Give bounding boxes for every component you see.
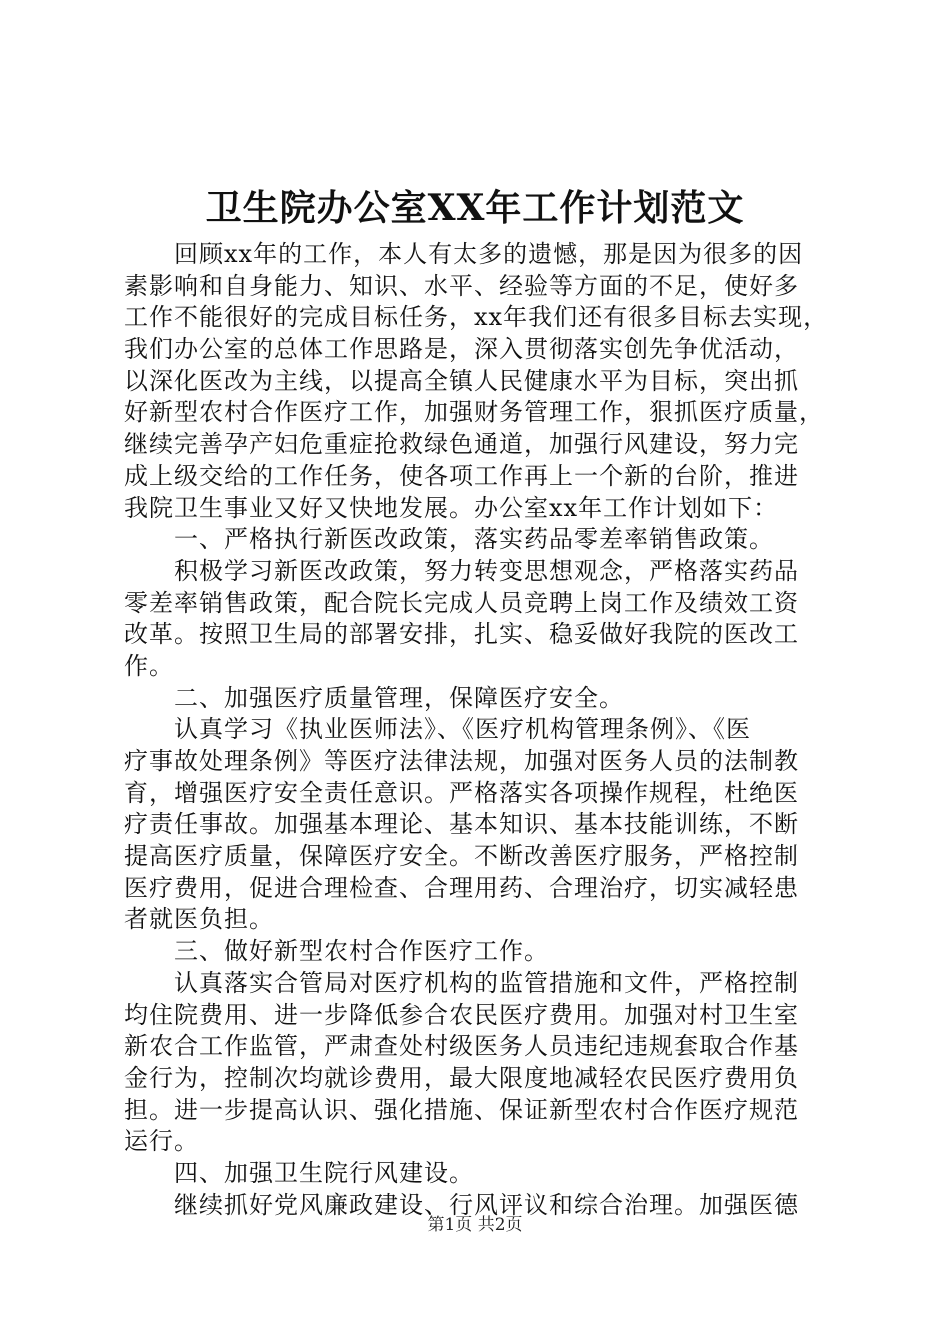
text-line: 零差率销售政策，配合院长完成人员竞聘上岗工作及绩效工资 — [124, 588, 799, 617]
text-line: 回顾xx年的工作，本人有太多的遗憾，那是因为很多的因 — [124, 240, 804, 268]
text-line: 我院卫生事业又好又快地发展。办公室xx年工作计划如下： — [124, 493, 779, 522]
text-line: 作。 — [124, 651, 174, 680]
text-line: 三、做好新型农村合作医疗工作。 — [124, 937, 549, 966]
text-line: 疗事故处理条例》等医疗法律法规，加强对医务人员的法制教 — [124, 747, 799, 775]
text-line: 四、加强卫生院行风建设。 — [124, 1158, 474, 1187]
text-line: 均住院费用、进一步降低参合农民医疗费用。加强对村卫生室 — [124, 1000, 799, 1029]
text-line: 提高医疗质量，保障医疗安全。不断改善医疗服务，严格控制 — [124, 842, 799, 871]
text-line: 一、严格执行新医改政策，落实药品零差率销售政策。 — [124, 525, 774, 554]
text-line: 认真落实合管局对医疗机构的监管措施和文件，严格控制 — [124, 968, 799, 997]
text-line: 积极学习新医改政策，努力转变思想观念，严格落实药品 — [124, 556, 799, 585]
text-line: 担。进一步提高认识、强化措施、保证新型农村合作医疗规范 — [124, 1095, 799, 1124]
text-line: 工作不能很好的完成目标任务，xx年我们还有很多目标去实现， — [124, 303, 829, 332]
text-line: 新农合工作监管，严肃查处村级医务人员违纪违规套取合作基 — [124, 1032, 799, 1061]
text-line: 二、加强医疗质量管理，保障医疗安全。 — [124, 683, 624, 712]
text-line: 认真学习《执业医师法》、《医疗机构管理条例》、《医 — [124, 715, 751, 744]
text-line: 继续抓好党风廉政建设、行风评议和综合治理。加强医德 — [124, 1190, 799, 1219]
document-body — [124, 239, 830, 1221]
text-line: 成上级交给的工作任务，使各项工作再上一个新的台阶，推进 — [124, 461, 799, 490]
text-line: 我们办公室的总体工作思路是，深入贯彻落实创先争优活动， — [124, 335, 799, 364]
text-line: 好新型农村合作医疗工作，加强财务管理工作，狠抓医疗质量， — [124, 398, 824, 427]
document-title: 卫生院办公室XX年工作计划范文 — [205, 187, 745, 229]
text-line: 素影响和自身能力、知识、水平、经验等方面的不足，使好多 — [124, 271, 799, 300]
text-line: 育，增强医疗安全责任意识。严格落实各项操作规程，杜绝医 — [124, 778, 799, 807]
text-line: 继续完善孕产妇危重症抢救绿色通道，加强行风建设，努力完 — [124, 430, 799, 459]
text-line: 金行为，控制次均就诊费用，最大限度地减轻农民医疗费用负 — [124, 1063, 799, 1092]
text-line: 改革。按照卫生局的部署安排，扎实、稳妥做好我院的医改工 — [124, 620, 799, 649]
page-footer: 第1页 共2页 — [427, 1215, 523, 1235]
text-line: 医疗费用，促进合理检查、合理用药、合理治疗，切实减轻患 — [124, 873, 799, 902]
text-line: 者就医负担。 — [124, 905, 274, 934]
text-line: 以深化医改为主线，以提高全镇人民健康水平为目标，突出抓 — [124, 366, 799, 395]
text-line: 疗责任事故。加强基本理论、基本知识、基本技能训练，不断 — [124, 810, 799, 839]
text-line: 运行。 — [124, 1127, 199, 1156]
